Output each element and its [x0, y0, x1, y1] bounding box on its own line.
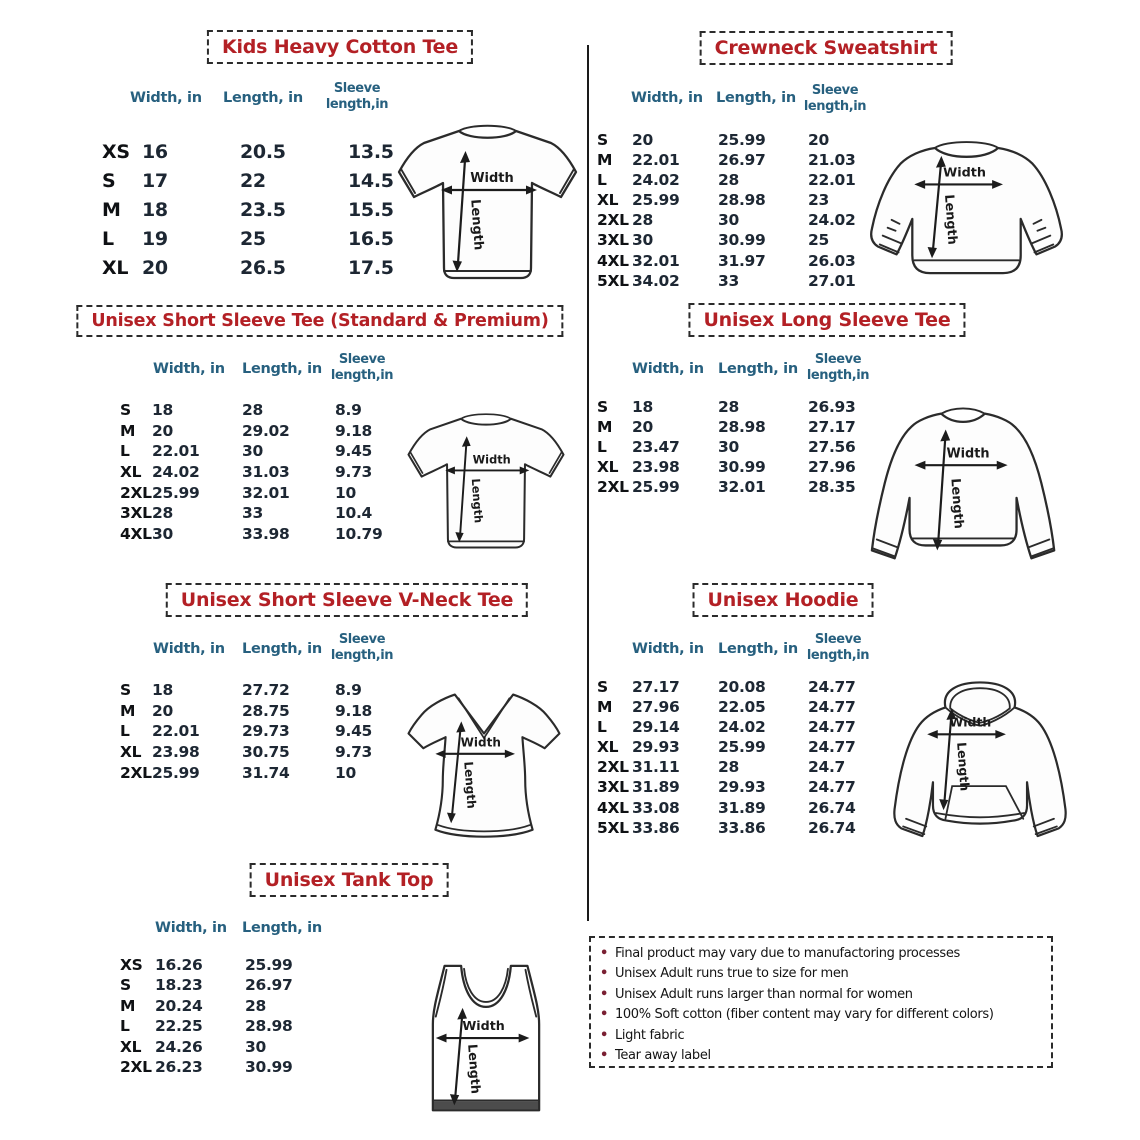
table-row — [597, 737, 870, 757]
size-label: XL — [102, 257, 129, 279]
crewneck-sweatshirt-illustration — [866, 133, 1068, 291]
size-value: 18 — [152, 401, 173, 419]
size-label: 4XL — [597, 251, 629, 270]
size-label: 3XL — [120, 504, 152, 523]
size-value: 8.9 — [335, 401, 362, 419]
size-label: 2XL — [597, 758, 629, 777]
size-value: 30.99 — [718, 458, 766, 477]
note-item — [600, 1026, 1045, 1046]
size-value: 28.98 — [245, 1017, 293, 1036]
length-arrow-label: Length — [468, 477, 486, 524]
size-label: L — [120, 442, 130, 461]
length-arrow-label: Length — [947, 477, 966, 530]
size-value: 26.97 — [245, 976, 293, 995]
size-value: 28.35 — [808, 478, 856, 497]
size-value: 22.25 — [155, 1017, 203, 1036]
size-label: XL — [597, 191, 619, 210]
column-header-width: Width, in — [155, 920, 227, 936]
size-label: L — [120, 1017, 130, 1036]
bullet-icon: • — [600, 986, 608, 1002]
size-value: 10.4 — [335, 504, 373, 523]
size-value: 20 — [152, 701, 173, 720]
column-header-length: Length, in — [242, 361, 322, 377]
size-value: 22.01 — [632, 151, 680, 170]
hoodie-size-table — [597, 677, 870, 838]
note-text: Final product may vary due to manufactoring processes — [614, 946, 960, 961]
note-item — [600, 1046, 1045, 1066]
size-value: 25.99 — [718, 131, 766, 149]
section-title-unisex-vneck-tee: Unisex Short Sleeve V-Neck Tee — [166, 583, 528, 617]
column-header-length: Length, in — [223, 90, 303, 106]
product-notes-box — [589, 936, 1053, 1068]
column-header-sleeve-length: Sleeve length,in — [330, 352, 394, 383]
size-label: 4XL — [597, 798, 629, 817]
width-arrow-label: Width — [462, 1018, 505, 1034]
size-value: 34.02 — [632, 271, 680, 290]
size-value: 28 — [245, 996, 266, 1015]
size-label: M — [120, 996, 136, 1015]
size-value: 25 — [240, 228, 266, 250]
long-sleeve-tee-illustration — [862, 402, 1075, 567]
column-header-width: Width, in — [632, 641, 704, 657]
table-row — [120, 483, 395, 504]
bullet-icon: • — [600, 966, 608, 982]
size-value: 28.75 — [242, 701, 290, 720]
size-label: S — [597, 398, 608, 416]
size-value: 9.73 — [335, 463, 373, 482]
unisex-tee-illustration — [405, 398, 567, 570]
size-value: 27.01 — [808, 271, 856, 290]
table-row — [597, 777, 870, 797]
width-arrow-label: Width — [949, 714, 992, 730]
hoodie-illustration — [884, 678, 1076, 852]
size-value: 26.23 — [155, 1057, 203, 1076]
size-value: 24.02 — [632, 171, 680, 190]
size-value: 8.9 — [335, 681, 362, 699]
table-row — [120, 1057, 345, 1077]
table-row — [597, 230, 870, 250]
width-arrow-label: Width — [460, 735, 501, 750]
size-value: 26.5 — [240, 257, 286, 279]
size-value: 25.99 — [245, 956, 293, 974]
size-value: 20.24 — [155, 996, 203, 1015]
size-label: L — [597, 171, 607, 190]
size-value: 24.77 — [808, 698, 856, 717]
size-value: 31.03 — [242, 463, 290, 482]
size-value: 20 — [632, 418, 653, 437]
table-row — [597, 798, 870, 818]
note-text: Light fabric — [614, 1027, 685, 1043]
size-value: 28 — [242, 401, 263, 419]
table-row — [597, 417, 870, 437]
center-divider-line — [587, 45, 589, 921]
size-label: S — [120, 681, 131, 699]
size-value: 27.96 — [632, 698, 680, 717]
size-value: 31.89 — [718, 798, 766, 817]
size-value: 30 — [152, 525, 173, 544]
size-value: 10 — [335, 483, 356, 502]
size-value: 17 — [142, 170, 168, 192]
table-row — [597, 190, 870, 210]
size-value: 23.98 — [632, 458, 680, 477]
size-value: 18 — [142, 199, 168, 221]
note-item — [600, 1005, 1045, 1025]
column-header-length: Length, in — [718, 641, 798, 657]
size-value: 24.77 — [808, 678, 856, 696]
size-value: 9.18 — [335, 421, 373, 440]
size-value: 30.75 — [242, 743, 290, 762]
size-value: 23.98 — [152, 743, 200, 762]
size-label: M — [597, 698, 613, 717]
size-value: 27.72 — [242, 681, 290, 699]
size-value: 22.01 — [808, 171, 856, 190]
size-value: 24.02 — [808, 211, 856, 230]
column-header-length: Length, in — [242, 641, 322, 657]
crewneck-size-table — [597, 130, 870, 291]
size-value: 30 — [718, 438, 739, 457]
size-value: 30.99 — [245, 1057, 293, 1076]
table-row — [597, 677, 870, 697]
size-value: 28.98 — [718, 418, 766, 437]
size-value: 26.74 — [808, 798, 856, 817]
note-text: Unisex Adult runs true to size for men — [614, 966, 849, 982]
size-label: L — [120, 722, 130, 741]
vneck-outline — [409, 695, 560, 837]
size-label: XS — [120, 956, 143, 974]
size-value: 23.5 — [240, 199, 286, 221]
tank-top-illustration — [425, 962, 547, 1118]
column-header-width: Width, in — [632, 361, 704, 377]
table-row — [120, 503, 395, 524]
size-label: L — [597, 438, 607, 457]
note-text: 100% Soft cotton (fiber content may vary for different colors) — [614, 1007, 994, 1023]
column-header-width: Width, in — [631, 90, 703, 106]
column-header-length: Length, in — [718, 361, 798, 377]
column-header-sleeve-length: Sleeve length,in — [806, 352, 870, 383]
size-value: 20 — [142, 257, 168, 279]
size-value: 18 — [632, 398, 653, 416]
hoodie-outline — [894, 682, 1065, 836]
section-title-unisex-tank-top: Unisex Tank Top — [250, 863, 449, 897]
width-arrow-label: Width — [470, 171, 514, 186]
table-row — [102, 167, 408, 196]
size-label: M — [102, 199, 121, 221]
size-value: 31.74 — [242, 763, 290, 782]
size-value: 26.93 — [808, 398, 856, 416]
size-value: 24.77 — [808, 778, 856, 797]
size-value: 33 — [718, 271, 739, 290]
table-row — [120, 742, 395, 763]
size-label: 2XL — [597, 478, 629, 497]
note-item — [600, 985, 1045, 1005]
table-row — [597, 251, 870, 271]
vneck-tee-illustration — [403, 681, 565, 847]
table-row — [120, 441, 395, 462]
column-header-sleeve-length: Sleeve length,in — [330, 632, 394, 663]
size-value: 27.56 — [808, 438, 856, 457]
size-label: 2XL — [120, 483, 152, 502]
size-value: 20.5 — [240, 141, 286, 163]
size-value: 9.45 — [335, 442, 373, 461]
section-title-crewneck-sweatshirt: Crewneck Sweatshirt — [700, 31, 953, 65]
size-value: 20.08 — [718, 678, 766, 696]
size-value: 24.7 — [808, 758, 846, 777]
size-value: 30.99 — [718, 231, 766, 250]
size-label: S — [597, 678, 608, 696]
section-title-kids-heavy-cotton-tee: Kids Heavy Cotton Tee — [207, 30, 473, 64]
size-label: 5XL — [597, 271, 629, 290]
size-value: 20 — [632, 131, 653, 149]
table-row — [120, 955, 345, 975]
size-value: 22 — [240, 170, 266, 192]
note-text: Tear away label — [614, 1048, 711, 1064]
table-row — [120, 721, 395, 742]
vneck-tee-size-table — [120, 680, 395, 783]
column-header-length: Length, in — [716, 90, 796, 106]
table-row — [597, 437, 870, 457]
size-value: 22.01 — [152, 722, 200, 741]
size-value: 29.02 — [242, 421, 290, 440]
table-row — [120, 763, 395, 784]
table-row — [120, 996, 345, 1016]
size-value: 22.01 — [152, 442, 200, 461]
size-value: 30 — [245, 1037, 266, 1056]
size-value: 30 — [242, 442, 263, 461]
table-row — [120, 680, 395, 701]
size-value: 25.99 — [632, 191, 680, 210]
size-value: 18.23 — [155, 976, 203, 995]
bullet-icon: • — [600, 1027, 608, 1043]
size-value: 32.01 — [632, 251, 680, 270]
size-value: 22.05 — [718, 698, 766, 717]
table-row — [120, 462, 395, 483]
size-value: 16 — [142, 141, 168, 163]
size-value: 13.5 — [348, 141, 394, 163]
width-arrow — [436, 1034, 530, 1043]
table-row — [120, 400, 395, 421]
table-row — [597, 170, 870, 190]
table-row — [120, 524, 395, 545]
size-value: 17.5 — [348, 257, 394, 279]
length-arrow-label: Length — [954, 741, 973, 792]
table-row — [597, 150, 870, 170]
size-label: L — [102, 228, 114, 250]
size-label: XL — [120, 1037, 142, 1056]
size-value: 14.5 — [348, 170, 394, 192]
table-row — [120, 975, 345, 995]
size-value: 33.86 — [718, 818, 766, 837]
note-item — [600, 964, 1045, 984]
size-value: 21.03 — [808, 151, 856, 170]
size-value: 30 — [718, 211, 739, 230]
size-value: 32.01 — [242, 483, 290, 502]
size-value: 15.5 — [348, 199, 394, 221]
size-value: 18 — [152, 681, 173, 699]
kids-tee-size-table — [102, 138, 408, 283]
size-value: 24.77 — [808, 738, 856, 757]
size-value: 32.01 — [718, 478, 766, 497]
table-row — [597, 271, 870, 291]
size-value: 20 — [808, 131, 829, 149]
size-value: 31.11 — [632, 758, 680, 777]
size-label: S — [120, 976, 131, 995]
size-label: XL — [597, 738, 619, 757]
width-arrow-label: Width — [472, 452, 511, 467]
size-label: M — [120, 421, 136, 440]
section-title-unisex-long-sleeve-tee: Unisex Long Sleeve Tee — [688, 303, 965, 337]
size-value: 25.99 — [718, 738, 766, 757]
size-value: 25.99 — [152, 763, 200, 782]
note-item — [600, 944, 1045, 964]
table-row — [102, 196, 408, 225]
size-value: 31.97 — [718, 251, 766, 270]
size-value: 29.93 — [718, 778, 766, 797]
size-value: 9.73 — [335, 743, 373, 762]
size-value: 23.47 — [632, 438, 680, 457]
kids-tee-illustration — [395, 118, 580, 293]
tee-outline — [399, 131, 576, 278]
tee-outline — [409, 419, 564, 548]
column-header-sleeve-length: Sleeve length,in — [325, 81, 389, 112]
section-title-unisex-hoodie: Unisex Hoodie — [693, 583, 874, 617]
table-row — [597, 757, 870, 777]
size-value: 29.14 — [632, 718, 680, 737]
table-row — [597, 818, 870, 838]
table-row — [120, 701, 395, 722]
column-header-length: Length, in — [242, 920, 322, 936]
size-value: 24.77 — [808, 718, 856, 737]
size-label: XL — [120, 743, 142, 762]
column-header-sleeve-length: Sleeve length,in — [806, 632, 870, 663]
size-value: 29.93 — [632, 738, 680, 757]
table-row — [597, 457, 870, 477]
size-label: 2XL — [120, 763, 152, 782]
column-header-width: Width, in — [130, 90, 202, 106]
size-label: S — [120, 401, 131, 419]
size-label: 5XL — [597, 818, 629, 837]
size-value: 16.26 — [155, 956, 203, 974]
table-row — [597, 717, 870, 737]
size-value: 25.99 — [152, 483, 200, 502]
size-value: 28 — [632, 211, 653, 230]
size-value: 33.98 — [242, 525, 290, 544]
size-value: 24.26 — [155, 1037, 203, 1056]
size-label: M — [597, 418, 613, 437]
size-label: XS — [102, 141, 130, 163]
size-label: 3XL — [597, 778, 629, 797]
table-row — [597, 397, 870, 417]
size-value: 26.74 — [808, 818, 856, 837]
size-value: 29.73 — [242, 722, 290, 741]
size-value: 27.17 — [632, 678, 680, 696]
size-value: 28 — [718, 758, 739, 777]
size-value: 9.18 — [335, 701, 373, 720]
size-label: 2XL — [597, 211, 629, 230]
table-row — [597, 477, 870, 497]
size-value: 27.17 — [808, 418, 856, 437]
tank-hem-band — [434, 1101, 538, 1109]
size-value: 33 — [242, 504, 263, 523]
size-value: 28 — [718, 398, 739, 416]
short-sleeve-tee-size-table — [120, 400, 395, 545]
table-row — [102, 225, 408, 254]
length-arrow-label: Length — [941, 194, 960, 246]
table-row — [597, 697, 870, 717]
table-row — [120, 1037, 345, 1057]
size-value: 25.99 — [632, 478, 680, 497]
size-label: 2XL — [120, 1057, 152, 1076]
size-value: 33.08 — [632, 798, 680, 817]
size-value: 24.02 — [718, 718, 766, 737]
size-label: L — [597, 718, 607, 737]
table-row — [102, 254, 408, 283]
section-title-unisex-short-sleeve-tee: Unisex Short Sleeve Tee (Standard & Premium) — [76, 305, 563, 337]
length-arrow-label: Length — [465, 1043, 484, 1095]
table-row — [120, 421, 395, 442]
table-row — [120, 1016, 345, 1036]
table-row — [102, 138, 408, 167]
size-value: 9.45 — [335, 722, 373, 741]
size-value: 16.5 — [348, 228, 394, 250]
size-value: 33.86 — [632, 818, 680, 837]
tank-top-size-table — [120, 955, 345, 1077]
size-value: 24.02 — [152, 463, 200, 482]
table-row — [597, 130, 870, 150]
size-value: 26.03 — [808, 251, 856, 270]
bullet-icon: • — [600, 946, 608, 961]
size-value: 27.96 — [808, 458, 856, 477]
column-header-width: Width, in — [153, 361, 225, 377]
length-arrow-label: Length — [467, 198, 486, 251]
size-label: M — [597, 151, 613, 170]
size-label: 3XL — [597, 231, 629, 250]
bullet-icon: • — [600, 1007, 608, 1023]
size-value: 31.89 — [632, 778, 680, 797]
size-value: 25 — [808, 231, 829, 250]
size-label: XL — [120, 463, 142, 482]
size-value: 10 — [335, 763, 356, 782]
size-value: 28 — [152, 504, 173, 523]
width-arrow-label: Width — [946, 446, 990, 462]
size-label: S — [597, 131, 608, 149]
long-sleeve-tee-size-table — [597, 397, 870, 497]
size-value: 28 — [718, 171, 739, 190]
column-header-sleeve-length: Sleeve length,in — [803, 83, 867, 114]
note-text: Unisex Adult runs larger than normal for women — [614, 986, 913, 1002]
size-value: 19 — [142, 228, 168, 250]
size-value: 30 — [632, 231, 653, 250]
width-arrow-label: Width — [943, 165, 986, 181]
table-row — [597, 210, 870, 230]
column-header-width: Width, in — [153, 641, 225, 657]
size-value: 20 — [152, 421, 173, 440]
size-label: XL — [597, 458, 619, 477]
length-arrow-label: Length — [461, 760, 479, 810]
size-label: 4XL — [120, 525, 152, 544]
size-value: 23 — [808, 191, 829, 210]
size-value: 26.97 — [718, 151, 766, 170]
size-label: M — [120, 701, 136, 720]
size-value: 10.79 — [335, 525, 383, 544]
bullet-icon: • — [600, 1048, 608, 1064]
size-value: 28.98 — [718, 191, 766, 210]
size-label: S — [102, 170, 116, 192]
